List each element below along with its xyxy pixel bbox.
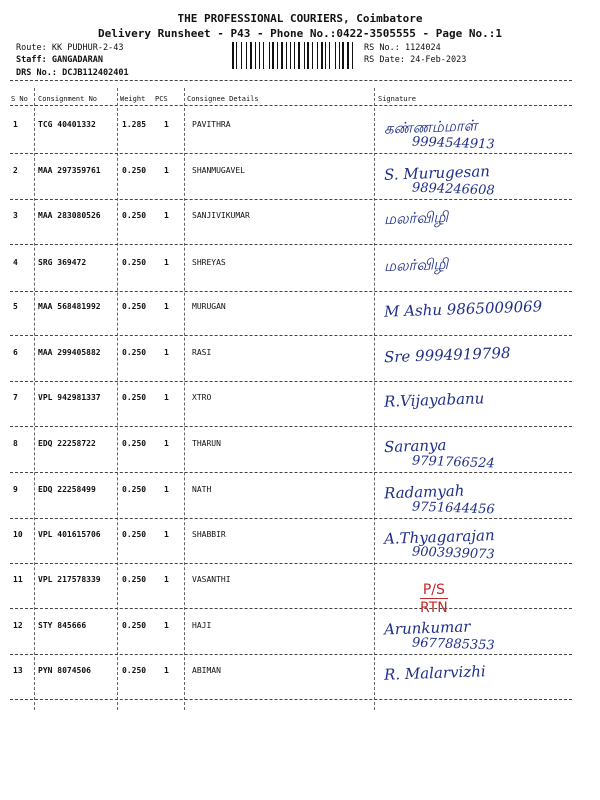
rs-no-label: RS No.: (364, 43, 400, 53)
row-weight: 0.250 (122, 302, 147, 311)
row-weight: 0.250 (122, 393, 147, 402)
row-weight: 0.250 (122, 621, 147, 630)
row-signature: R. Malarvizhi (383, 662, 486, 684)
row-consignment-no: MAA 297359761 (38, 166, 101, 175)
column-header-consignment: Consignment No (38, 95, 98, 103)
row-pcs: 1 (164, 393, 169, 402)
row-divider (10, 291, 572, 292)
row-divider (10, 153, 572, 154)
column-header-signature: Signature (378, 95, 416, 103)
column-divider (184, 88, 185, 710)
drs-value: DCJB112402401 (62, 68, 129, 78)
row-consignee: SHABBIR (192, 530, 226, 539)
document-subtitle: Delivery Runsheet - P43 - Phone No.:0422-3505555 - Page No.:1 (98, 27, 502, 40)
row-consignee: HAJI (192, 621, 212, 630)
column-header-weight: Weight (120, 95, 146, 103)
row-signature-phone: 9751644456 (411, 499, 495, 518)
column-header-consignee: Consignee Details (187, 95, 259, 103)
drs-info (16, 67, 129, 79)
row-consignee: ABIMAN (192, 666, 221, 675)
staff-value: GANGADARAN (51, 55, 104, 65)
row-signature: Saranya (383, 435, 447, 457)
row-signature: Sre 9994919798 (383, 343, 511, 367)
row-pcs: 1 (164, 302, 169, 311)
row-signature: M Ashu 9865009069 (383, 297, 543, 321)
row-consignment-no: MAA 283080526 (38, 211, 101, 220)
row-consignee: MURUGAN (192, 302, 226, 311)
column-divider (34, 88, 35, 710)
row-divider (10, 335, 572, 336)
row-consignee: THARUN (192, 439, 221, 448)
row-consignee: SANJIVIKUMAR (192, 211, 250, 220)
row-sno: 11 (13, 575, 23, 584)
row-consignee: VASANTHI (192, 575, 231, 584)
return-stamp (420, 582, 448, 616)
row-pcs: 1 (164, 666, 169, 675)
staff-label: Staff: (16, 55, 47, 65)
row-sno: 10 (13, 530, 23, 539)
row-sno: 8 (13, 439, 18, 448)
row-signature-phone: 9003939073 (411, 544, 495, 563)
column-header-sno: S No (11, 95, 28, 103)
row-weight: 0.250 (122, 666, 147, 675)
row-weight: 0.250 (122, 530, 147, 539)
stamp-line1: P/S (422, 582, 445, 598)
row-sno: 4 (13, 258, 18, 267)
row-pcs: 1 (164, 211, 169, 220)
row-signature-phone: 9994544913 (411, 134, 495, 153)
row-divider (10, 608, 572, 609)
row-divider (10, 518, 572, 519)
row-signature: கண்ணம்மாள் (383, 116, 478, 138)
header-divider-top (10, 80, 572, 81)
row-pcs: 1 (164, 348, 169, 357)
stamp-line2: RTN (420, 600, 448, 616)
row-consignment-no: VPL 942981337 (38, 393, 101, 402)
route-label: Route: (16, 43, 47, 53)
row-consignment-no: MAA 299405882 (38, 348, 101, 357)
row-divider (10, 381, 572, 382)
row-sno: 3 (13, 211, 18, 220)
row-signature: மலர்விழி (383, 254, 449, 276)
row-pcs: 1 (164, 575, 169, 584)
row-consignment-no: EDQ 22258499 (38, 485, 96, 494)
row-weight: 0.250 (122, 258, 147, 267)
rs-date-info (364, 54, 466, 66)
row-divider (10, 426, 572, 427)
row-weight: 0.250 (122, 166, 147, 175)
rs-no-info (364, 42, 441, 54)
barcode (232, 42, 356, 69)
row-consignment-no: EDQ 22258722 (38, 439, 96, 448)
column-divider (117, 88, 118, 710)
row-weight: 0.250 (122, 439, 147, 448)
row-consignee: RASI (192, 348, 212, 357)
row-sno: 9 (13, 485, 18, 494)
row-weight: 0.250 (122, 485, 147, 494)
route-info (16, 42, 124, 54)
row-consignment-no: TCG 40401332 (38, 120, 96, 129)
row-consignee: SHREYAS (192, 258, 226, 267)
row-sno: 7 (13, 393, 18, 402)
row-signature: S. Murugesan (383, 162, 491, 184)
document-title: THE PROFESSIONAL COURIERS, Coimbatore (177, 12, 423, 25)
row-signature: A.Thyagarajan (383, 526, 495, 548)
row-divider (10, 654, 572, 655)
row-pcs: 1 (164, 166, 169, 175)
rs-no-value: 1124024 (404, 43, 441, 53)
row-consignee: NATH (192, 485, 212, 494)
row-sno: 13 (13, 666, 23, 675)
row-consignee: PAVITHRA (192, 120, 231, 129)
row-consignment-no: VPL 401615706 (38, 530, 101, 539)
row-sno: 1 (13, 120, 18, 129)
row-pcs: 1 (164, 120, 169, 129)
header-divider-bottom (10, 105, 572, 106)
row-signature-phone: 9894246608 (411, 180, 495, 199)
row-signature: R.Vijayabanu (383, 389, 485, 411)
row-signature: Arunkumar (383, 617, 471, 639)
row-sno: 2 (13, 166, 18, 175)
row-pcs: 1 (164, 485, 169, 494)
row-pcs: 1 (164, 530, 169, 539)
row-pcs: 1 (164, 621, 169, 630)
route-value: KK PUDHUR-2-43 (51, 43, 124, 53)
column-divider (374, 88, 375, 710)
row-consignment-no: MAA 568481992 (38, 302, 101, 311)
row-consignee: XTRO (192, 393, 212, 402)
row-pcs: 1 (164, 258, 169, 267)
row-weight: 0.250 (122, 211, 147, 220)
row-sno: 12 (13, 621, 23, 630)
row-consignee: SHANMUGAVEL (192, 166, 245, 175)
row-weight: 1.285 (122, 120, 147, 129)
drs-label: DRS No.: (16, 68, 57, 78)
row-sno: 5 (13, 302, 18, 311)
row-consignment-no: PYN 8074506 (38, 666, 91, 675)
staff-info (16, 54, 103, 66)
rs-date-value: 24-Feb-2023 (410, 55, 467, 65)
row-weight: 0.250 (122, 348, 147, 357)
row-consignment-no: STY 845666 (38, 621, 87, 630)
row-divider (10, 563, 572, 564)
row-consignment-no: SRG 369472 (38, 258, 87, 267)
row-divider (10, 472, 572, 473)
row-divider (10, 699, 572, 700)
row-divider (10, 244, 572, 245)
row-weight: 0.250 (122, 575, 147, 584)
rs-date-label: RS Date: (364, 55, 405, 65)
row-sno: 6 (13, 348, 18, 357)
row-signature: Radamyah (383, 481, 465, 503)
row-signature-phone: 9677885353 (411, 635, 495, 654)
row-signature: மலர்விழி (383, 207, 449, 229)
row-signature-phone: 9791766524 (411, 453, 495, 472)
row-consignment-no: VPL 217578339 (38, 575, 101, 584)
column-header-pcs: PCS (155, 95, 168, 103)
row-pcs: 1 (164, 439, 169, 448)
row-divider (10, 199, 572, 200)
